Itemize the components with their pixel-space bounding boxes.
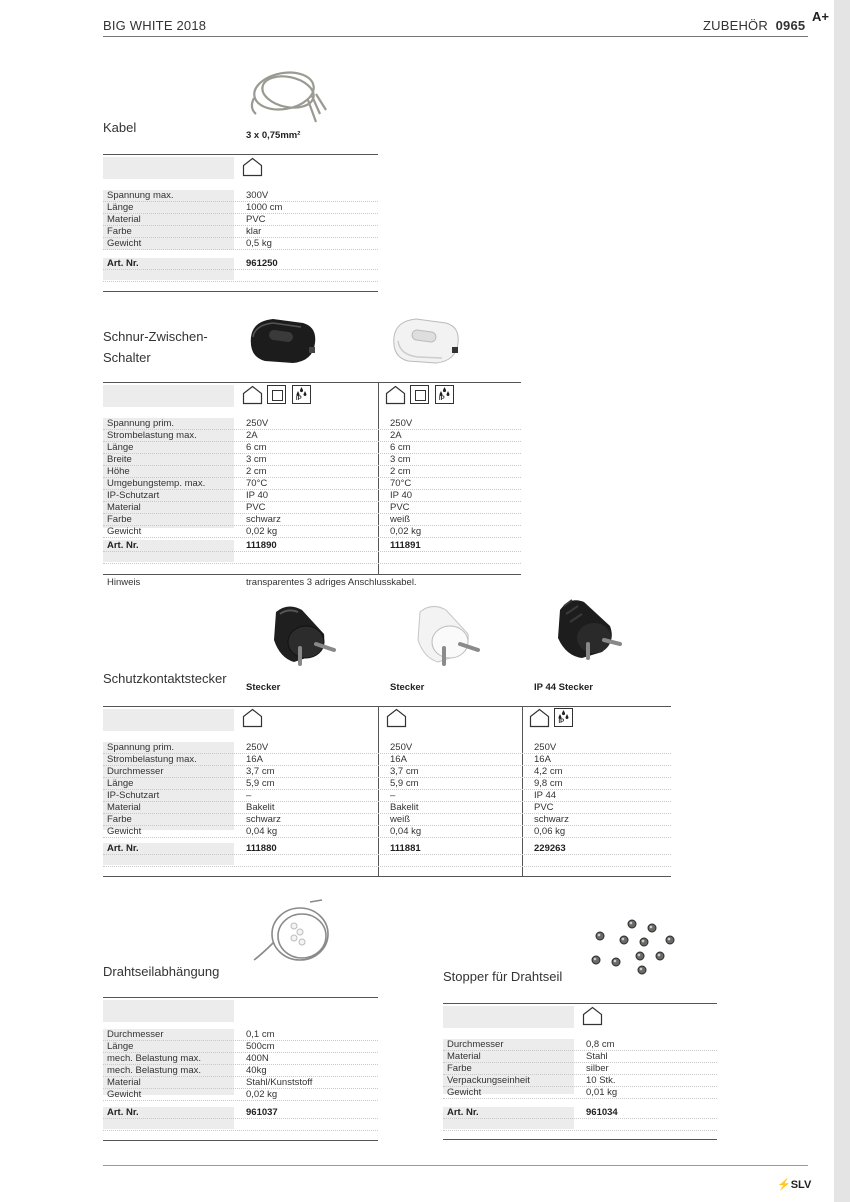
spec-row — [103, 754, 671, 766]
spec-value: Stahl/Kunststoff — [246, 1077, 313, 1088]
spec-row — [103, 802, 671, 814]
spec-label: Farbe — [447, 1063, 472, 1074]
protection-class-icon — [410, 385, 429, 404]
ip-drops-icon — [435, 385, 454, 404]
spec-label: Material — [107, 214, 141, 225]
brand-name: SLV — [790, 1179, 812, 1191]
footer-rule — [103, 1165, 808, 1166]
spec-value: 0,04 kg — [246, 826, 278, 837]
stecker-spec-table — [103, 742, 671, 838]
spec-row — [103, 190, 378, 202]
spec-row — [103, 238, 378, 250]
article-number: 111881 — [390, 843, 421, 854]
spec-label: Spannung prim. — [107, 742, 175, 753]
spec-value: 0,02 kg — [246, 1089, 278, 1100]
ip-drops-icon — [554, 708, 573, 727]
article-number: 961034 — [586, 1107, 618, 1118]
spacer-row — [443, 1119, 717, 1131]
spec-row — [103, 790, 671, 802]
spec-value: 9,8 cm — [534, 778, 563, 789]
art-label: Art. Nr. — [107, 258, 139, 269]
spec-value: 2 cm — [390, 466, 411, 477]
spec-label: Länge — [107, 778, 134, 789]
section-title-kabel: Kabel — [103, 120, 137, 135]
spec-row — [103, 826, 671, 838]
art-label: Art. Nr. — [107, 540, 139, 551]
indoor-icon — [386, 708, 407, 733]
page-number: 0965 — [775, 18, 806, 33]
cable-image — [246, 64, 332, 131]
spec-row — [103, 478, 521, 490]
spec-value: 6 cm — [246, 442, 267, 453]
ip-label: IP — [558, 719, 565, 725]
spacer-row — [103, 855, 671, 867]
spec-row — [103, 742, 671, 754]
spec-row — [103, 526, 521, 538]
schalter-icons-1 — [242, 385, 312, 405]
switch-white-image — [390, 311, 462, 374]
section-name: ZUBEHÖR — [703, 18, 768, 33]
spec-value: 400N — [246, 1053, 269, 1064]
article-number: 961250 — [246, 258, 278, 269]
article-number: 111891 — [390, 540, 421, 551]
spec-label: Länge — [107, 1041, 134, 1052]
header-band — [103, 385, 234, 407]
wire-suspension-image — [250, 898, 336, 971]
sidebar-strip — [834, 0, 850, 1202]
spec-row — [443, 1039, 717, 1051]
spacer-row — [103, 552, 521, 564]
spec-row — [103, 454, 521, 466]
spec-value: IP 40 — [246, 490, 269, 501]
spec-label: Umgebungstemp. max. — [107, 478, 206, 489]
spec-row — [103, 814, 671, 826]
spec-value: 10 Stk. — [586, 1075, 616, 1086]
title-line: Schalter — [103, 350, 151, 365]
ip-label: IP — [438, 396, 445, 402]
spec-value: 3,7 cm — [246, 766, 275, 777]
spec-value: 2A — [246, 430, 258, 441]
drahtseil-spec-table — [103, 1029, 378, 1101]
spec-label: Material — [107, 802, 141, 813]
bolt-icon: ⚡ — [777, 1179, 791, 1191]
spec-value: PVC — [390, 502, 410, 513]
chapter-tab: A+ — [812, 9, 829, 24]
spec-row — [103, 214, 378, 226]
spec-value: 3 cm — [246, 454, 267, 465]
spec-value: schwarz — [534, 814, 569, 825]
spec-label: Höhe — [107, 466, 130, 477]
table-rule — [103, 876, 671, 877]
ip-label: IP — [295, 396, 302, 402]
section-title-schalter — [103, 326, 208, 368]
section-title-stecker: Schutzkontaktstecker — [103, 671, 227, 686]
spacer-row — [103, 1119, 378, 1131]
section-title-drahtseil: Drahtseilabhängung — [103, 964, 220, 979]
indoor-icon — [242, 708, 263, 733]
table-rule — [103, 154, 378, 155]
schalter-spec-table — [103, 418, 521, 538]
article-number: 961037 — [246, 1107, 278, 1118]
art-row — [443, 1107, 717, 1119]
spec-label: Gewicht — [107, 526, 142, 537]
header-band — [103, 1000, 234, 1022]
spec-value: – — [246, 790, 252, 801]
art-label: Art. Nr. — [107, 843, 139, 854]
spec-value: 500cm — [246, 1041, 275, 1052]
spec-value: schwarz — [246, 514, 281, 525]
stopper-image — [588, 918, 680, 985]
spec-label: mech. Belastung max. — [107, 1065, 201, 1076]
spec-value: 70°C — [246, 478, 268, 489]
spec-value: 16A — [390, 754, 407, 765]
schalter-icons-2 — [385, 385, 455, 405]
art-row — [103, 540, 521, 552]
spec-label: Gewicht — [107, 826, 142, 837]
spec-value: 40kg — [246, 1065, 267, 1076]
spec-row — [103, 430, 521, 442]
spec-label: Durchmesser — [107, 1029, 164, 1040]
spec-value: IP 44 — [534, 790, 557, 801]
ip-drops-icon — [292, 385, 311, 404]
stopper-spec-table — [443, 1039, 717, 1099]
spec-value: 2A — [390, 430, 402, 441]
stecker-subtitle: Stecker — [246, 682, 281, 693]
spec-value: 16A — [534, 754, 551, 765]
table-rule — [103, 1140, 378, 1141]
table-rule — [103, 382, 521, 383]
spec-value: 0,5 kg — [246, 238, 272, 249]
spec-value: 6 cm — [390, 442, 411, 453]
spec-value: 5,9 cm — [390, 778, 419, 789]
spec-value: silber — [586, 1063, 609, 1074]
spec-label: Durchmesser — [107, 766, 164, 777]
catalog-title: BIG WHITE 2018 — [103, 18, 207, 33]
article-number: 229263 — [534, 843, 566, 854]
stecker-icons-3 — [529, 708, 574, 728]
art-row — [103, 258, 378, 270]
spec-label: Spannung prim. — [107, 418, 175, 429]
spec-label: Spannung max. — [107, 190, 174, 201]
spec-label: Material — [107, 502, 141, 513]
art-label: Art. Nr. — [447, 1107, 479, 1118]
spec-value: 3,7 cm — [390, 766, 419, 777]
spec-value: 5,9 cm — [246, 778, 275, 789]
spec-value: 16A — [246, 754, 263, 765]
title-line: Schnur-Zwischen- — [103, 329, 208, 344]
spec-row — [103, 442, 521, 454]
spec-value: 0,02 kg — [246, 526, 278, 537]
table-rule — [103, 997, 378, 998]
spec-label: Durchmesser — [447, 1039, 504, 1050]
stecker-subtitle: IP 44 Stecker — [534, 682, 593, 693]
art-label: Art. Nr. — [107, 1107, 139, 1118]
header-band — [443, 1006, 574, 1028]
spec-label: IP-Schutzart — [107, 490, 160, 501]
spec-row — [103, 1089, 378, 1101]
header-rule — [103, 36, 808, 37]
header-band — [103, 709, 234, 731]
spec-value: 250V — [246, 418, 269, 429]
spec-row — [103, 466, 521, 478]
table-rule — [443, 1003, 717, 1004]
spec-label: Gewicht — [447, 1087, 482, 1098]
spec-value: 250V — [246, 742, 269, 753]
indoor-icon — [242, 385, 263, 405]
protection-class-icon — [267, 385, 286, 404]
spec-value: 250V — [390, 418, 413, 429]
spec-label: Strombelastung max. — [107, 754, 197, 765]
spec-row — [103, 1053, 378, 1065]
spec-row — [443, 1063, 717, 1075]
switch-black-image — [247, 311, 319, 374]
spec-value: 0,02 kg — [390, 526, 422, 537]
indoor-icon — [242, 157, 263, 182]
article-number: 111880 — [246, 843, 277, 854]
section-title-stopper: Stopper für Drahtseil — [443, 969, 563, 984]
table-rule — [103, 706, 671, 707]
spec-row — [103, 226, 378, 238]
spec-row — [103, 502, 521, 514]
spec-value: PVC — [534, 802, 554, 813]
plug-white-image — [410, 600, 490, 675]
table-rule — [103, 574, 521, 575]
spec-label: Material — [447, 1051, 481, 1062]
brand-logo — [777, 1178, 811, 1191]
indoor-icon — [529, 708, 550, 728]
table-rule — [443, 1139, 717, 1140]
spec-value: 1000 cm — [246, 202, 283, 213]
hinweis-text: transparentes 3 adriges Anschlusskabel. — [246, 577, 417, 588]
spec-value: 4,2 cm — [534, 766, 563, 777]
spec-value: 250V — [390, 742, 413, 753]
indoor-icon — [582, 1006, 603, 1031]
indoor-icon — [385, 385, 406, 405]
spec-row — [103, 1065, 378, 1077]
spec-value: 250V — [534, 742, 557, 753]
spec-row — [443, 1051, 717, 1063]
art-row — [103, 843, 671, 855]
spec-value: 300V — [246, 190, 269, 201]
spec-value: Bakelit — [246, 802, 275, 813]
spec-label: Gewicht — [107, 1089, 142, 1100]
spec-row — [103, 514, 521, 526]
spec-row — [103, 766, 671, 778]
spec-value: 0,01 kg — [586, 1087, 618, 1098]
spec-label: Farbe — [107, 226, 132, 237]
spec-label: Breite — [107, 454, 132, 465]
plug-ip44-image — [552, 596, 632, 671]
spec-value: 70°C — [390, 478, 412, 489]
spec-label: Strombelastung max. — [107, 430, 197, 441]
art-row — [103, 1107, 378, 1119]
kabel-spec-table — [103, 190, 378, 250]
spec-label: Farbe — [107, 514, 132, 525]
spec-label: Gewicht — [107, 238, 142, 249]
spec-value: weiß — [390, 514, 411, 525]
spec-value: schwarz — [246, 814, 281, 825]
spec-value: weiß — [390, 814, 411, 825]
spec-value: PVC — [246, 502, 266, 513]
spec-value: – — [390, 790, 396, 801]
spec-row — [103, 202, 378, 214]
spacer-row — [103, 270, 378, 282]
spec-value: Stahl — [586, 1051, 608, 1062]
spec-label: IP-Schutzart — [107, 790, 160, 801]
spec-row — [443, 1087, 717, 1099]
spec-value: PVC — [246, 214, 266, 225]
spec-row — [103, 490, 521, 502]
spec-label: Länge — [107, 202, 134, 213]
spec-label: Länge — [107, 442, 134, 453]
spec-label: Farbe — [107, 814, 132, 825]
spec-label: Material — [107, 1077, 141, 1088]
spec-row — [443, 1075, 717, 1087]
spec-row — [103, 778, 671, 790]
plug-black-image — [266, 600, 346, 675]
spec-row — [103, 418, 521, 430]
spec-value: Bakelit — [390, 802, 419, 813]
table-rule — [103, 291, 378, 292]
section-title — [703, 18, 805, 33]
spec-row — [103, 1041, 378, 1053]
spec-value: 0,04 kg — [390, 826, 422, 837]
spec-row — [103, 1029, 378, 1041]
article-number: 111890 — [246, 540, 277, 551]
spec-value: 2 cm — [246, 466, 267, 477]
kabel-subtitle: 3 x 0,75mm² — [246, 130, 301, 141]
spec-row — [103, 1077, 378, 1089]
spec-value: klar — [246, 226, 262, 237]
spec-value: 3 cm — [390, 454, 411, 465]
spec-label: Verpackungseinheit — [447, 1075, 530, 1086]
spec-value: 0,06 kg — [534, 826, 566, 837]
stecker-subtitle: Stecker — [390, 682, 425, 693]
spec-label: mech. Belastung max. — [107, 1053, 201, 1064]
hinweis-label: Hinweis — [107, 577, 141, 588]
spec-value: 0,8 cm — [586, 1039, 615, 1050]
spec-value: 0,1 cm — [246, 1029, 275, 1040]
spec-value: IP 40 — [390, 490, 413, 501]
header-band — [103, 157, 234, 179]
